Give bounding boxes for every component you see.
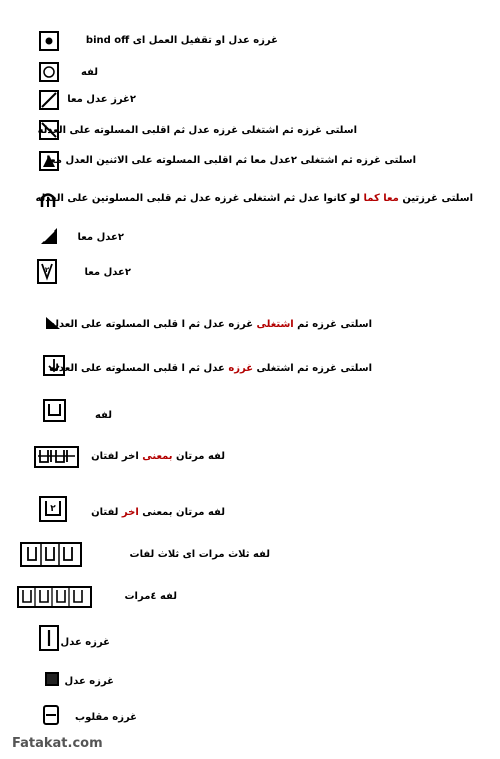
legend-text-10 [49, 362, 372, 376]
legend-text-15: لفه ٤مرات [124, 591, 177, 602]
double-u-box-icon [34, 446, 79, 468]
legend-text-18: غرزه مقلوب [75, 712, 137, 723]
legend-text-3: ٢غرز عدل معا [67, 94, 136, 105]
dot-box-icon [39, 31, 59, 51]
filled-square-icon [45, 672, 59, 686]
legend-text-6-red: معا كما [363, 193, 399, 204]
u-box-icon [43, 399, 66, 422]
v-box-icon [37, 259, 57, 284]
reverse-box-icon [43, 705, 59, 725]
legend-text-12-a: لفه مرتان [172, 451, 225, 462]
svg-text:٢: ٢ [44, 266, 50, 274]
legend-text-13-a: لفه مرتان بمعنى [138, 507, 225, 518]
legend-text-6-b: لو كانوا عدل ثم اشتغلى غرزه عدل ثم قلبى المسلوتين على العدله [35, 193, 364, 204]
legend-text-1: غرزه عدل او تقفيل العمل اى bind off [85, 35, 278, 46]
legend-text-16: غرزه عدل [60, 637, 110, 648]
legend-text-11: لفه [94, 410, 112, 421]
slash-right-box-icon [39, 90, 59, 110]
legend-text-17: غرزه عدل [64, 676, 114, 687]
legend-text-12-b: اخر لفتان [91, 451, 143, 462]
legend-text-2: لفه [80, 67, 98, 78]
legend-text-13-red: اخر [121, 507, 139, 518]
legend-text-10-red: غرزه [228, 363, 254, 374]
legend-text-6-a: اسلتى غرزتين [398, 193, 473, 204]
u-two-box-icon [39, 496, 67, 522]
legend-text-13-b: لفتان [91, 507, 122, 518]
legend-text-13 [91, 506, 225, 520]
legend-text-12 [91, 450, 225, 464]
legend-text-9 [49, 318, 372, 332]
legend-text-7: ٢عدل معا [77, 232, 124, 243]
svg-text:٢: ٢ [50, 504, 56, 514]
legend-text-14: لفه ثلاث مرات اى ثلاث لفات [129, 549, 270, 560]
bar-box-icon [39, 625, 59, 651]
legend-text-5: اسلتى غرزه ثم اشتغلى ٢عدل معا ثم اقلبى المسلوته على الاثنين العدل معا [46, 155, 416, 166]
legend-text-4: اسلتى غرزه ثم اشتغلى غرزه عدل ثم اقلبى المسلوته على العدله [37, 125, 357, 136]
triple-u-box-icon [20, 542, 82, 567]
legend-text-10-b: عدل ثم ا قلبى المسلوته على العدله [49, 363, 229, 374]
legend-text-12-red: بمعنى [142, 451, 173, 462]
circle-box-icon [39, 62, 59, 82]
quad-u-box-icon [17, 586, 92, 608]
half-triangle-icon [39, 226, 59, 246]
legend-text-9-a: اسلتى غرزه ثم [293, 319, 372, 330]
watermark: Fatakat.com [12, 736, 103, 751]
legend-text-9-b: غرزه عدل ثم ا قلبى المسلوته على العدله [49, 319, 257, 330]
legend-text-8: ٢عدل معا [84, 267, 131, 278]
legend-text-6 [35, 192, 473, 206]
legend-text-9-red: اشتغلى [256, 319, 294, 330]
legend-text-10-a: اسلتى غرزه ثم اشتغلى [253, 363, 372, 374]
